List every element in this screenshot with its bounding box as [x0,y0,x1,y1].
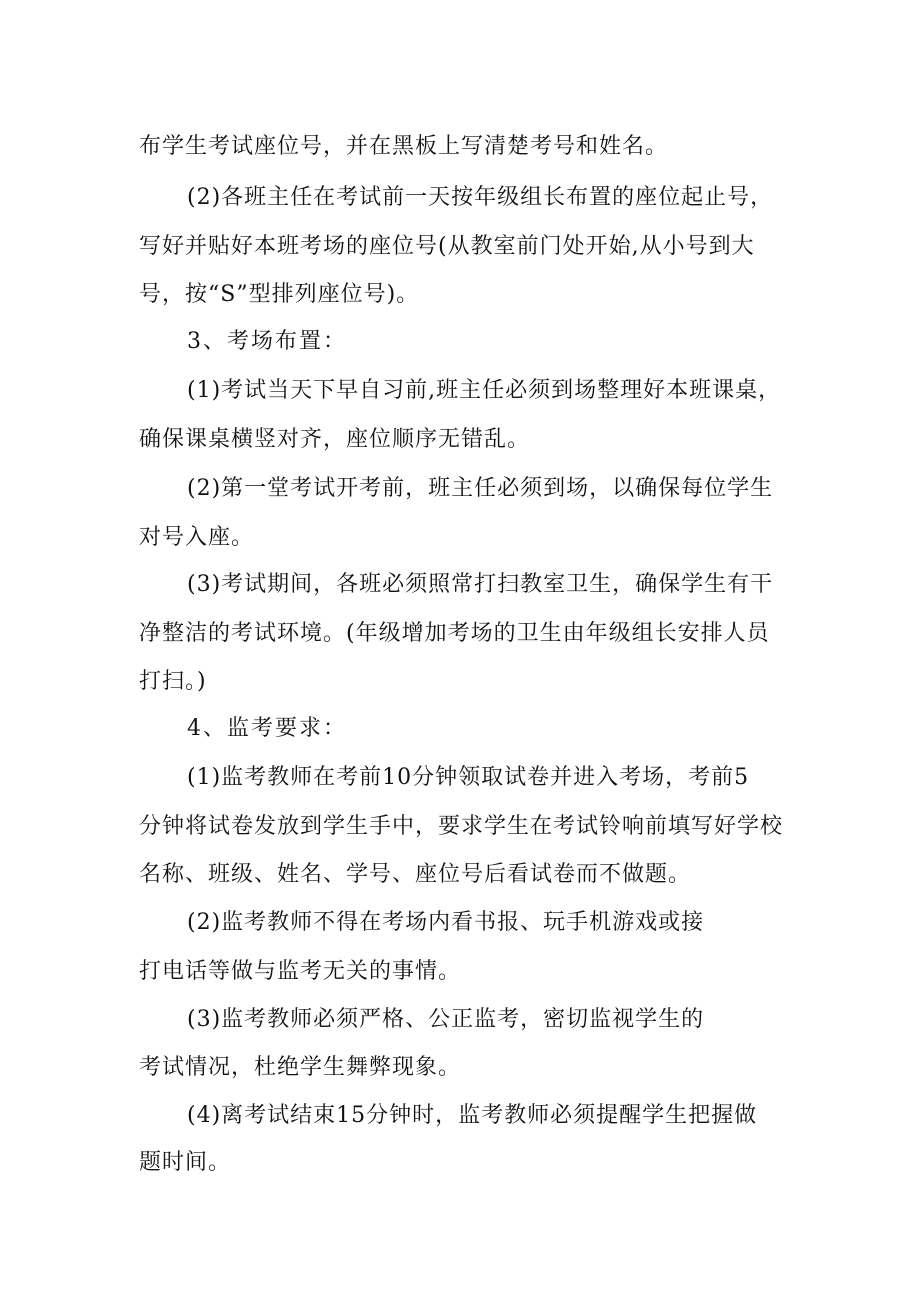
section-heading: 4、监考要求： [187,716,347,741]
text-line: 打电话等做与监考无关的事情。 [139,959,462,984]
text-line: 布学生考试座位号，并在黑板上写清楚考号和姓名。 [139,134,669,159]
text-line: 题时间。 [139,1150,232,1175]
section-heading: 3、考场布置： [187,329,347,354]
text-line: 写好并贴好本班考场的座位号(从教室前门处开始,从小号到大 [139,234,755,259]
text-line: (3)监考教师必须严格、公正监考，密切监视学生的 [187,1007,705,1032]
text-line: (1)监考教师在考前10分钟领取试卷并进入考场，考前5 [187,765,750,790]
text-line: 打扫。) [139,669,207,694]
text-line: 确保课桌横竖对齐，座位顺序无错乱。 [139,427,531,452]
text-line: 净整洁的考试环境。(年级增加考场的卫生由年级组长安排人员 [139,621,770,646]
text-line: 分钟将试卷发放到学生手中，要求学生在考试铃响前填写好学校 [139,814,784,839]
text-line: (4)离考试结束15分钟时，监考教师必须提醒学生把握做 [187,1103,758,1128]
text-line: 考试情况，杜绝学生舞弊现象。 [139,1055,462,1080]
text-line: (2)各班主任在考试前一天按年级组长布置的座位起止号， [187,185,774,210]
text-line: 对号入座。 [139,525,255,550]
text-line: 名称、班级、姓名、学号、座位号后看试卷而不做题。 [139,862,692,887]
text-line: (3)考试期间，各班必须照常打扫教室卫生，确保学生有干 [187,572,774,597]
text-line: (2)监考教师不得在考场内看书报、玩手机游戏或接 [187,910,705,935]
text-line: (1)考试当天下早自习前,班主任必须到场整理好本班课桌， [187,378,782,403]
text-line: (2)第一堂考试开考前，班主任必须到场，以确保每位学生 [187,476,774,501]
text-line: 号，按“S”型排列座位号)。 [139,282,420,307]
